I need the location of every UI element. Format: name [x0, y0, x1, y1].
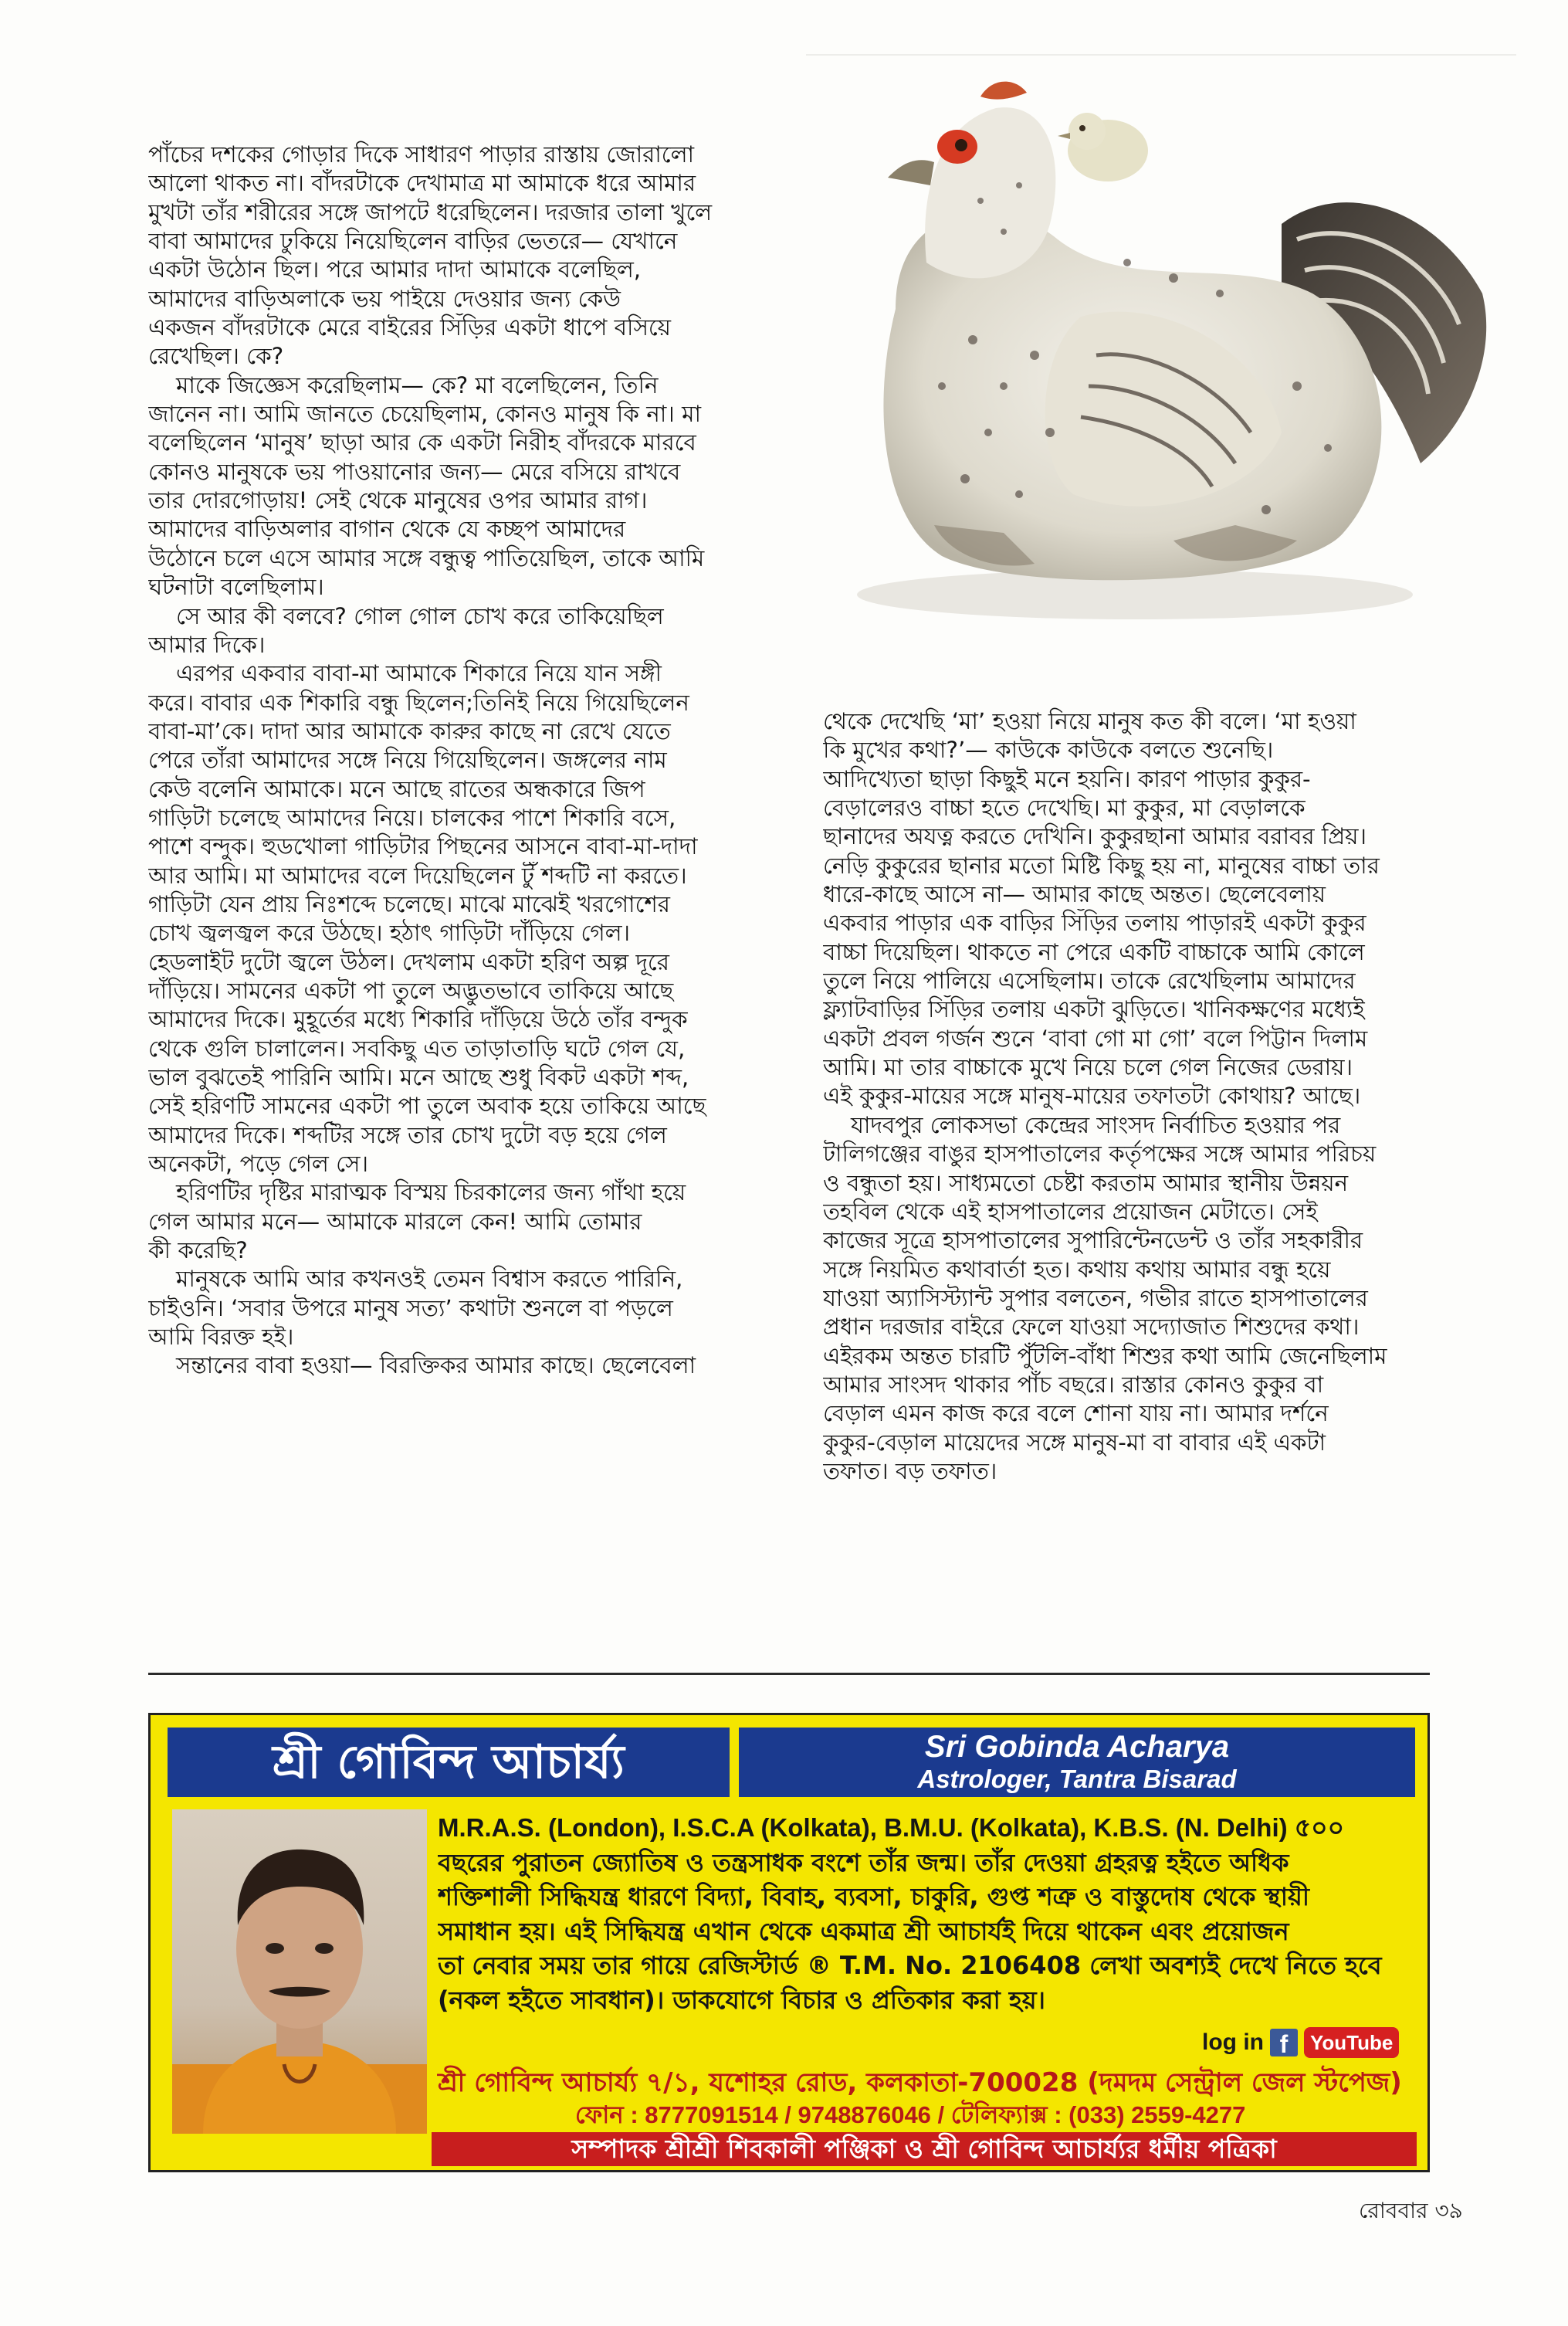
article-line: ও বন্ধুতা হয়। সাধ্যমতো চেষ্টা করতাম আমার স্থানীয় উন্নয়ন — [823, 1169, 1349, 1196]
article-line: এই কুকুর-মায়ের সঙ্গে মানুষ-মায়ের তফাতটা কোথায়? আছে। — [823, 1083, 1361, 1110]
article-line: কী করেছি? — [148, 1237, 248, 1264]
article-line: আমি। মা তার বাচ্চাকে মুখে নিয়ে চলে গেল নিজের ডেরায়। — [823, 1054, 1353, 1081]
hen-tureen-image — [803, 62, 1513, 633]
ad-body-line: তা নেবার সময় তার গায়ে রেজিস্টার্ড ® T.M. No. 2106408 লেখা অবশ্যই দেখে নিতে হবে — [438, 1951, 1382, 1981]
article-line: হেডলাইট দুটো জ্বলে উঠল। দেখলাম একটা হরিণ অল্প দূরে — [148, 948, 669, 975]
ad-footer-banner: সম্পাদক শ্রীশ্রী শিবকালী পঞ্জিকা ও শ্রী গোবিন্দ আচার্য্যর ধর্মীয় পত্রিকা — [432, 2132, 1417, 2166]
ad-body-line: সমাধান হয়। এই সিদ্ধিযন্ত্র এখান থেকে একমাত্র শ্রী আচার্যই দিয়ে থাকেন এবং প্রয়োজন — [438, 1916, 1289, 1946]
ad-phone-numbers: ফোন : 8777091514 / 9748876046 / টেলিফ্যাক্স : (033) 2559-4277 — [575, 2101, 1246, 2128]
ad-body-line: শক্তিশালী সিদ্ধিযন্ত্র ধারণে বিদ্যা, বিবাহ, ব্যবসা, চাকুরি, গুপ্ত শত্রু ও বাস্তুদোষ থেকে স্থায়ী — [438, 1882, 1309, 1912]
ad-title-english-box — [739, 1728, 1415, 1797]
article-line: আমি বিরক্ত হই। — [148, 1324, 294, 1351]
article-line: মুখটা তাঁর শরীরের সঙ্গে জাপটে ধরেছিলেন। দরজার তালা খুলে — [148, 198, 713, 225]
article-line: গেল আমার মনে— আমাকে মারলে কেন! আমি তোমার — [148, 1208, 642, 1235]
article-line: আর আমি। মা আমাদের বলে দিয়েছিলেন টুঁ শব্দটি না করতে। — [148, 862, 687, 889]
article-line: একজন বাঁদরটাকে মেরে বাইরের সিঁড়ির একটা ধাপে বসিয়ে — [148, 314, 671, 341]
ad-credentials: M.R.A.S. (London), I.S.C.A (Kolkata), B.M.U. (Kolkata), K.B.S. (N. Delhi) ৫০০ — [438, 1813, 1345, 1842]
article-line: একবার পাড়ার এক বাড়ির সিঁড়ির তলায় পাড়ারই একটা কুকুর — [823, 910, 1366, 937]
article-line: নেড়ি কুকুরের ছানার মতো মিষ্টি কিছু হয় না, মানুষের বাচ্চা তার — [823, 852, 1380, 879]
article-line: থেকে গুলি চালালেন। সবকিছু এত তাড়াতাড়ি ঘটে গেল যে, — [148, 1035, 686, 1062]
article-line: তুলে নিয়ে পালিয়ে এসেছিলাম। তাকে রেখেছিলাম আমাদের — [823, 968, 1356, 995]
article-line: সে আর কী বলবে? গোল গোল চোখ করে তাকিয়েছিল — [176, 602, 664, 629]
article-line: কাজের সূত্রে হাসপাতালের সুপারিন্টেনডেন্ট ও তাঁর সহকারীর — [823, 1227, 1363, 1254]
article-line: চাইওনি। ‘সবার উপরে মানুষ সত্য’ কথাটা শুনলে বা পড়লে — [148, 1294, 673, 1321]
article-line: আমাদের বাড়িঅলাকে ভয় পাইয়ে দেওয়ার জন্য কেউ — [148, 285, 621, 312]
article-line: আলো থাকত না। বাঁদরটাকে দেখামাত্র মা আমাকে ধরে আমার — [148, 170, 696, 197]
article-line: বলেছিলেন ‘মানুষ’ ছাড়া আর কে একটা নিরীহ বাঁদরকে মারবে — [148, 429, 696, 456]
article-line: ধারে-কাছে আসে না— আমার কাছে অন্তত। ছেলেবেলায় — [823, 881, 1326, 908]
article-line: দাঁড়িয়ে। সামনের একটা পা তুলে অদ্ভুতভাবে তাকিয়ে আছে — [148, 977, 674, 1004]
article-line: আমাদের বাড়িঅলার বাগান থেকে যে কচ্ছপ আমাদের — [148, 516, 626, 543]
article-line: সেই হরিণটি সামনের একটা পা তুলে অবাক হয়ে তাকিয়ে আছে — [148, 1093, 706, 1120]
top-hairline — [806, 54, 1516, 56]
article-line: তফাত। বড় তফাত। — [823, 1457, 997, 1484]
article-line: মাকে জিজ্ঞেস করেছিলাম— কে? মা বলেছিলেন, তিনি — [176, 371, 659, 398]
article-line: এরপর একবার বাবা-মা আমাকে শিকারে নিয়ে যান সঙ্গী — [176, 660, 662, 687]
section-divider — [148, 1673, 1430, 1675]
facebook-icon[interactable]: f — [1270, 2029, 1298, 2056]
article-line: যাদবপুর লোকসভা কেন্দ্রের সাংসদ নির্বাচিত হওয়ার পর — [851, 1111, 1341, 1138]
ad-body-text — [438, 1811, 1417, 2018]
article-line: ভাল বুঝতেই পারিনি আমি। মনে আছে শুধু বিকট একটা শব্দ, — [148, 1064, 689, 1090]
article-line: তার দোরগোড়ায়! সেই থেকে মানুষের ওপর আমার রাগ। — [148, 487, 648, 514]
article-line: জানেন না। আমি জানতে চেয়েছিলাম, কোনও মানুষ কি না। মা — [148, 401, 701, 428]
article-line: প্রধান দরজার বাইরে ফেলে যাওয়া সদ্যোজাত শিশুদের কথা। — [823, 1314, 1360, 1341]
astrologer-advertisement — [148, 1713, 1430, 2172]
article-line: বাবা-মা’কে। দাদা আর আমাকে কারুর কাছে না রেখে যেতে — [148, 717, 671, 744]
article-line: তহবিল থেকে এই হাসপাতালের প্রয়োজন মেটাতে। সেই — [823, 1198, 1318, 1225]
ad-subtitle-english: Astrologer, Tantra Bisarad — [917, 1765, 1237, 1793]
page-number-footer: রোববার ৩৯ — [1359, 2198, 1463, 2223]
article-line: কোনও মানুষকে ভয় পাওয়ানোর জন্য— মেরে বসিয়ে রাখবে — [148, 458, 681, 485]
article-line: পাঁচের দশকের গোড়ার দিকে সাধারণ পাড়ার রাস্তায় জোরালো — [148, 141, 695, 168]
youtube-icon[interactable]: YouTube — [1304, 2027, 1399, 2058]
article-line: বেড়াল এমন কাজ করে বলে শোনা যায় না। আমার দর্শনে — [823, 1400, 1329, 1427]
article-line: বাচ্চা দিয়েছিল। থাকতে না পেরে একটি বাচ্চাকে আমি কোলে — [823, 938, 1365, 965]
article-line: গাড়িটা চলেছে আমাদের নিয়ে। চালকের পাশে শিকারি বসে, — [148, 804, 676, 831]
article-line: চোখ জ্বলজ্বল করে উঠছে। হঠাৎ গাড়িটা দাঁড়িয়ে গেল। — [148, 920, 631, 947]
ad-body-line: বছরের পুরাতন জ্যোতিষ ও তন্ত্রসাধক বংশে তাঁর জন্ম। তাঁর দেওয়া গ্রহরত্ন হইতে অধিক — [438, 1847, 1289, 1877]
article-line: একটা প্রবল গর্জন শুনে ‘বাবা গো মা গো’ বলে পিট্টান দিলাম — [823, 1025, 1368, 1052]
article-line: আদিখ্যেতা ছাড়া কিছুই মনে হয়নি। কারণ পাড়ার কুকুর- — [823, 765, 1311, 792]
article-line: এইরকম অন্তত চারটি পুঁটলি-বাঁধা শিশুর কথা আমি জেনেছিলাম — [823, 1342, 1387, 1369]
article-line: করে। বাবার এক শিকারি বন্ধু ছিলেন;তিনিই নিয়ে গিয়েছিলেন — [148, 689, 689, 716]
article-line: উঠোনে চলে এসে আমার সঙ্গে বন্ধুত্ব পাতিয়েছিল, তাকে আমি — [148, 544, 705, 571]
ad-title-english: Sri Gobinda Acharya — [924, 1730, 1230, 1764]
article-line: আমাদের দিকে। শব্দটির সঙ্গে তার চোখ দুটো বড় হয়ে গেল — [148, 1121, 667, 1148]
article-line: বেড়ালেরও বাচ্চা হতে দেখেছি। মা কুকুর, মা বেড়ালকে — [823, 795, 1306, 822]
article-line: একটা উঠোন ছিল। পরে আমার দাদা আমাকে বলেছিল, — [148, 256, 642, 283]
social-links — [1202, 2026, 1399, 2060]
article-line: গাড়িটা যেন প্রায় নিঃশব্দে চলেছে। মাঝে মাঝেই খরগোশের — [148, 890, 670, 917]
login-label: log in — [1202, 2029, 1264, 2055]
article-line: পেরে তাঁরা আমাদের সঙ্গে নিয়ে গিয়েছিলেন। জঙ্গলের নাম — [148, 747, 667, 774]
article-line: আমার সাংসদ থাকার পাঁচ বছরে। রাস্তার কোনও কুকুর বা — [823, 1371, 1324, 1398]
article-line: হরিণটির দৃষ্টির মারাত্মক বিস্ময় চিরকালের জন্য গাঁথা হয়ে — [176, 1179, 686, 1206]
ad-body-line: (নকল হইতে সাবধান)। ডাকযোগে বিচার ও প্রতিকার করা হয়। — [438, 1985, 1046, 2015]
article-line: পাশে বন্দুক। হুডখোলা গাড়িটার পিছনের আসনে বাবা-মা-দাদা — [148, 833, 698, 860]
article-line: যাওয়া অ্যাসিস্ট্যান্ট সুপার বলতেন, গভীর রাতে হাসপাতালের — [823, 1284, 1368, 1311]
article-line: ছানাদের অযত্ন করতে দেখিনি। কুকুরছানা আমার বরাবর প্রিয়। — [823, 823, 1367, 850]
article-line: অনেকটা, পড়ে গেল সে। — [148, 1151, 368, 1178]
article-line: মানুষকে আমি আর কখনওই তেমন বিশ্বাস করতে পারিনি, — [176, 1266, 683, 1293]
article-line: টালিগঞ্জের বাঙুর হাসপাতালের কর্তৃপক্ষের সঙ্গে আমার পরিচয় — [823, 1141, 1377, 1168]
article-line: কি মুখের কথা?’— কাউকে কাউকে বলতে শুনেছি। — [823, 737, 1274, 764]
article-line: সঙ্গে নিয়মিত কথাবার্তা হত। কথায় কথায় আমার বন্ধু হয়ে — [823, 1256, 1331, 1283]
astrologer-portrait — [172, 1809, 427, 2134]
article-line: থেকে দেখেছি ‘মা’ হওয়া নিয়ে মানুষ কত কী বলে। ‘মা হওয়া — [823, 708, 1356, 734]
article-line: কেউ বলেনি আমাকে। মনে আছে রাতের অন্ধকারে জিপ — [148, 775, 645, 802]
ad-title-bengali: শ্রী গোবিন্দ আচার্য্য — [168, 1728, 730, 1797]
article-line: আমাদের দিকে। মুহূর্তের মধ্যে শিকারি দাঁড়িয়ে উঠে তাঁর বন্দুক — [148, 1006, 688, 1033]
article-right-column — [823, 707, 1439, 1486]
ad-address: শ্রী গোবিন্দ আচার্য্য ৭/১, যশোহর রোড, কলকাতা-700028 (দমদম সেন্ট্রাল জেল স্টপেজ) — [438, 2067, 1402, 2098]
article-line: ঘটনাটা বলেছিলাম। — [148, 574, 324, 601]
article-left-column — [148, 141, 766, 1381]
article-line: আমার দিকে। — [148, 631, 266, 658]
article-line: সন্তানের বাবা হওয়া— বিরক্তিকর আমার কাছে। ছেলেবেলা — [176, 1352, 696, 1379]
article-line: রেখেছিল। কে? — [148, 343, 284, 370]
article-line: কুকুর-বেড়াল মায়েদের সঙ্গে মানুষ-মা বা বাবার এই একটা — [823, 1429, 1326, 1456]
article-line: বাবা আমাদের ঢুকিয়ে নিয়েছিলেন বাড়ির ভেতরে— যেখানে — [148, 228, 678, 255]
article-line: ফ্ল্যাটবাড়ির সিঁড়ির তলায় একটা ঝুড়িতে। খানিকক্ষণের মধ্যেই — [823, 996, 1365, 1023]
